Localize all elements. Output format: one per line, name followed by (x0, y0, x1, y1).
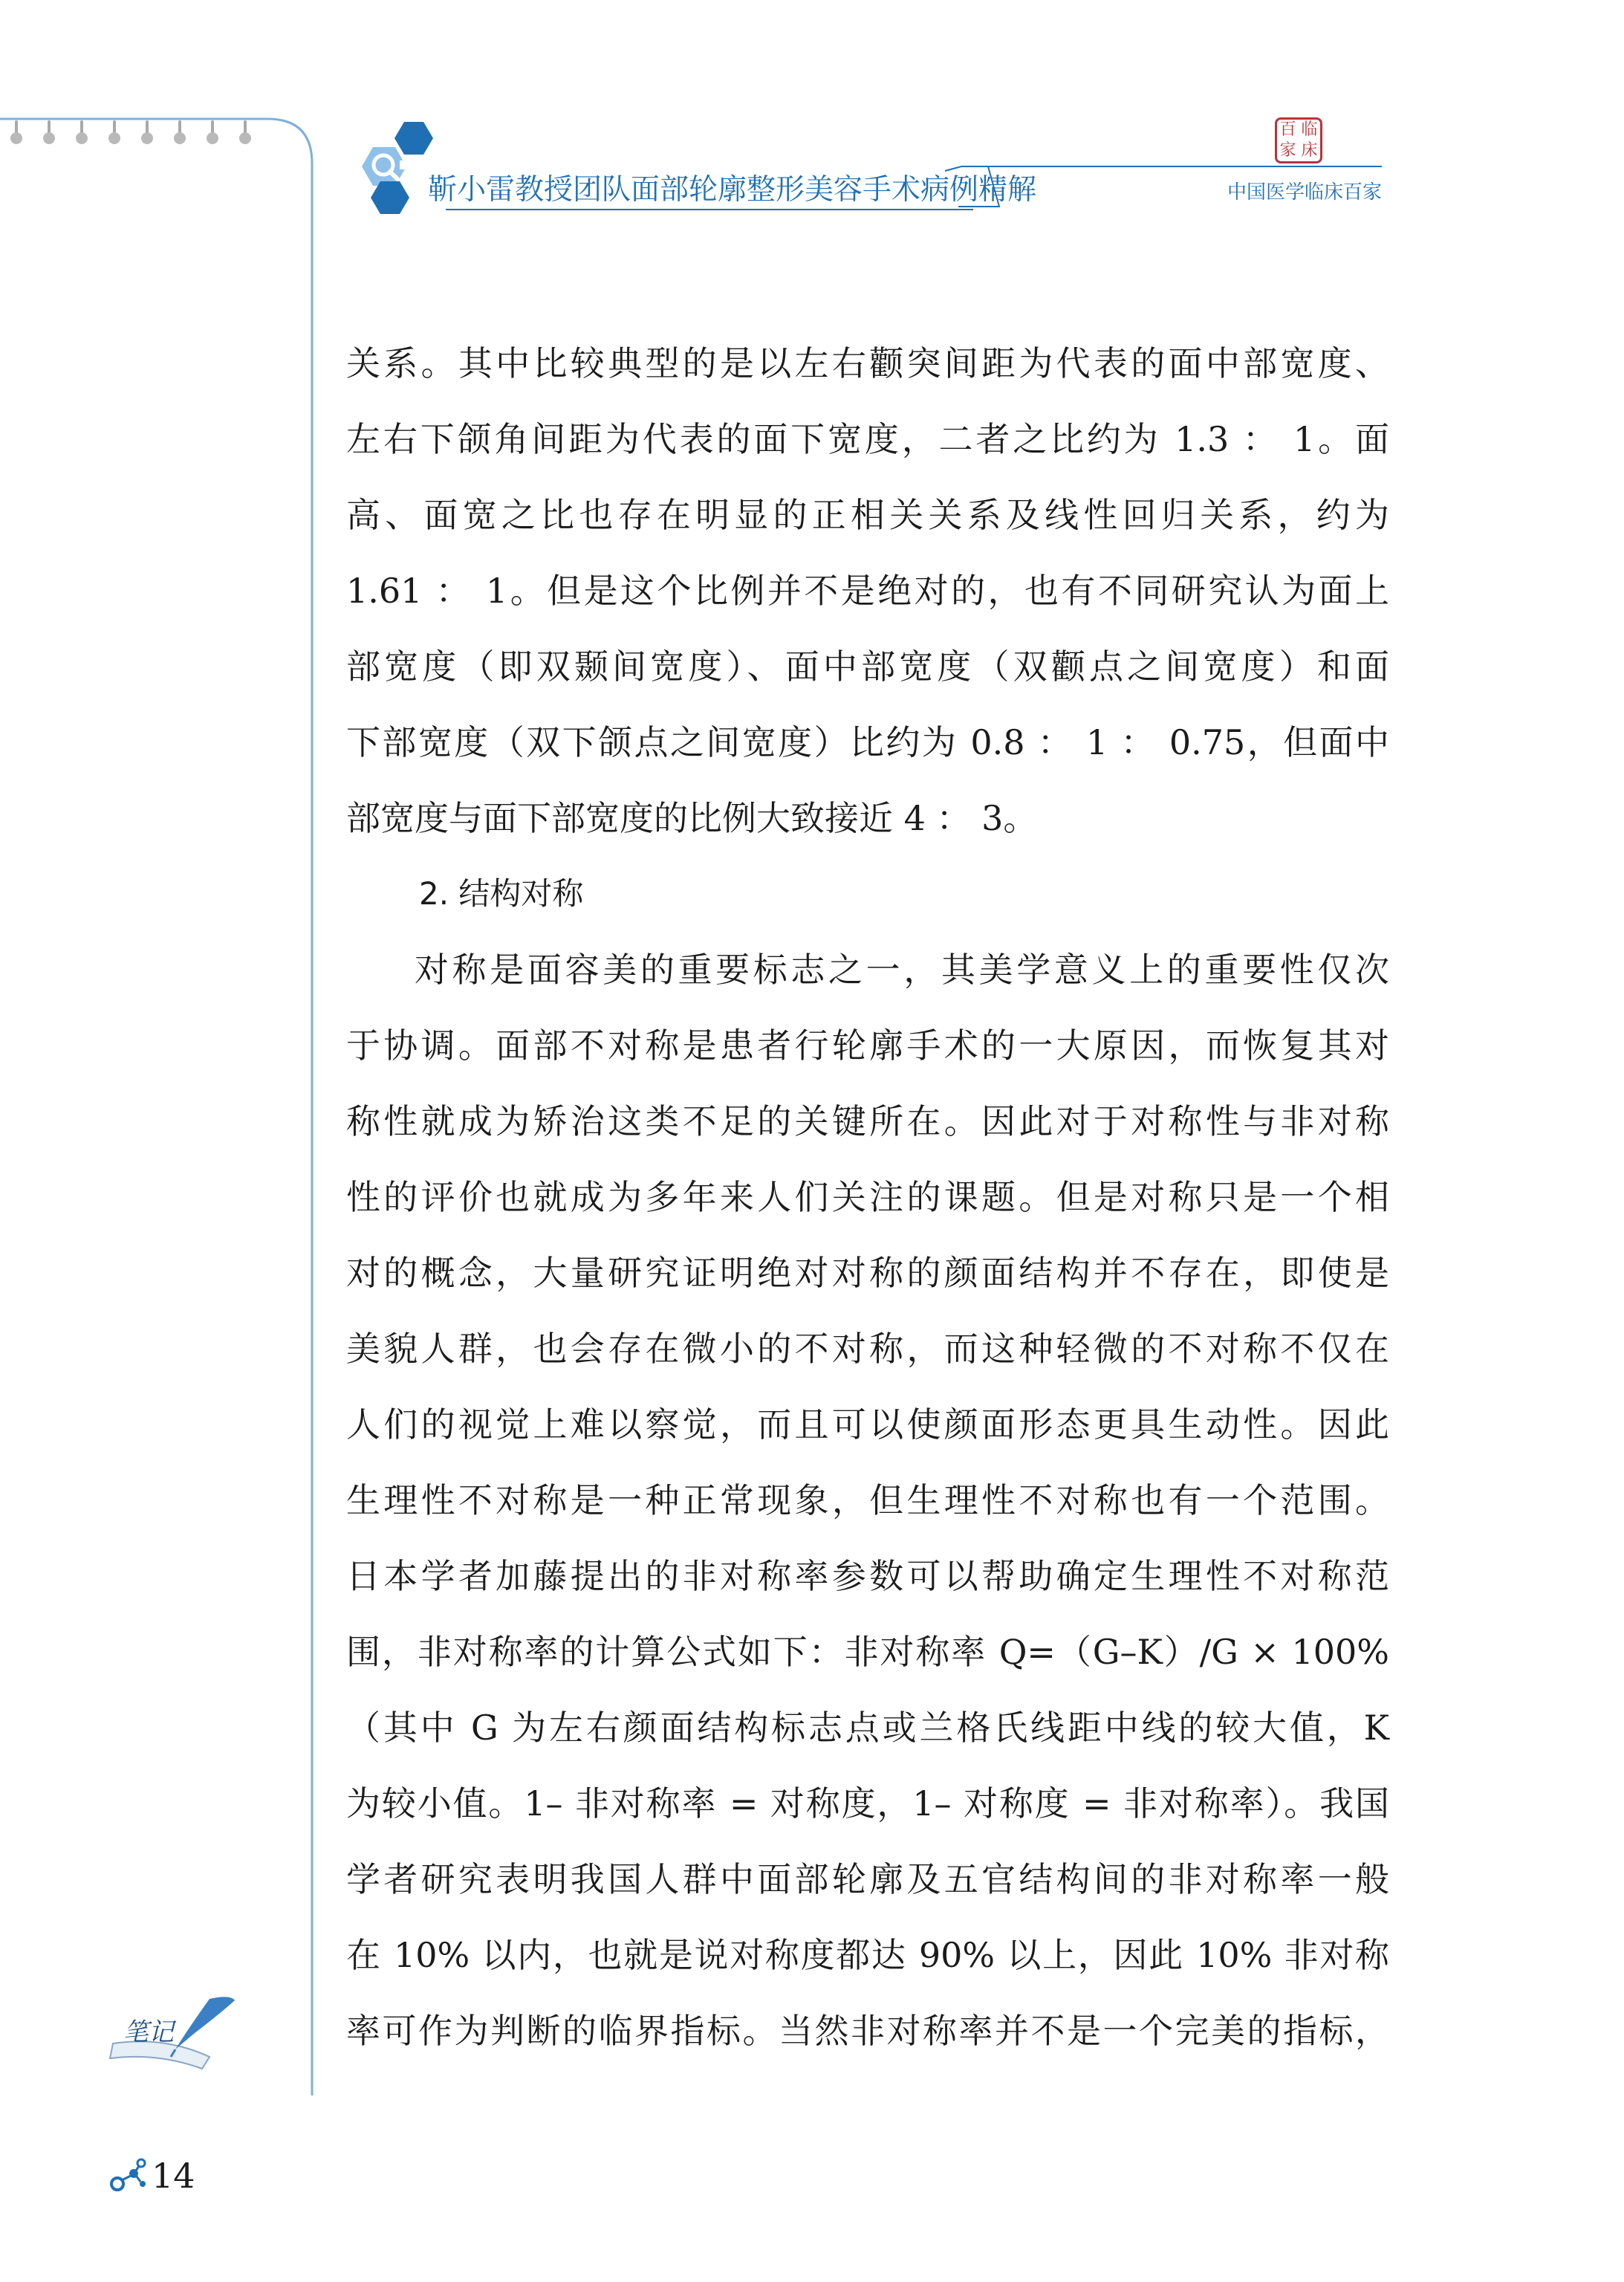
binder-ring (174, 120, 186, 144)
page-footer (108, 2153, 195, 2198)
text-line: 为较小值。1– 非对称率 = 对称度，1– 对称度 = 非对称率）。我国 (346, 1783, 1389, 1824)
text-line: 部宽度（即双颞间宽度）、面中部宽度（双颧点之间宽度）和面 (346, 646, 1389, 687)
text-line: 称性就成为矫治这类不足的关键所在。因此对于对称性与非对称 (346, 1101, 1389, 1141)
binder-ring (43, 120, 55, 144)
text-line: 学者研究表明我国人群中面部轮廓及五官结构间的非对称率一般 (346, 1859, 1389, 1899)
text-line: 生理性不对称是一种正常现象，但生理性不对称也有一个范围。 (346, 1480, 1389, 1520)
book-title: 靳小雷教授团队面部轮廓整形美容手术病例精解 (428, 173, 1037, 207)
binder-ring (76, 120, 88, 144)
text-line: 性的评价也就成为多年来人们关注的课题。但是对称只是一个相 (346, 1177, 1389, 1217)
text-line: 于协调。面部不对称是患者行轮廓手术的一大原因，而恢复其对 (346, 1025, 1389, 1066)
text-line: 对称是面容美的重要标志之一，其美学意义上的重要性仅次 (415, 950, 1389, 990)
page-number: 14 (152, 2156, 195, 2196)
binder-ring (141, 120, 153, 144)
binder-ring (108, 120, 120, 144)
text-line: 关系。其中比较典型的是以左右颧突间距为代表的面中部宽度、 (346, 343, 1389, 383)
notes-label: 笔记 (123, 2017, 174, 2047)
notes-quill-icon (98, 1991, 239, 2081)
text-line: 人们的视觉上难以察觉，而且可以使颜面形态更具生动性。因此 (346, 1404, 1389, 1445)
text-line: 率可作为判断的临界指标。当然非对称率并不是一个完美的指标， (346, 2011, 1389, 2051)
section-heading: 2. 结构对称 (419, 875, 584, 912)
text-line: 左右下颌角间距为代表的面下宽度，二者之比约为 1.3 ： 1。面 (346, 419, 1389, 459)
molecule-icon (108, 2157, 150, 2194)
text-line: 下部宽度（双下颌点之间宽度）比约为 0.8 ： 1 ： 0.75，但面中 (346, 722, 1389, 762)
seal-char: 临 (1301, 120, 1318, 139)
text-line: 围，非对称率的计算公式如下：非对称率 Q=（G–K）/G × 100% (346, 1632, 1389, 1672)
text-line: 部宽度与面下部宽度的比例大致接近 4 ： 3。 (346, 798, 1038, 838)
seal-char: 床 (1301, 141, 1318, 160)
text-line: （其中 G 为左右颜面结构标志点或兰格氏线距中线的较大值，K (346, 1708, 1389, 1748)
series-brand: 中国医学临床百家 (1227, 181, 1383, 204)
paragraph-symmetry (346, 932, 1389, 2069)
binder-ring (207, 120, 218, 144)
seal-char: 家 (1279, 141, 1296, 160)
text-line: 1.61 ： 1。但是这个比例并不是绝对的，也有不同研究认为面上 (346, 571, 1389, 611)
binder-rings (10, 120, 248, 150)
text-line: 日本学者加藤提出的非对称率参数可以帮助确定生理性不对称范 (346, 1556, 1389, 1596)
page-content (346, 325, 1389, 2069)
binder-ring (10, 120, 22, 144)
text-line: 对的概念，大量研究证明绝对对称的颜面结构并不存在，即使是 (346, 1253, 1389, 1293)
text-line: 在 10% 以内，也就是说对称度都达 90% 以上，因此 10% 非对称 (346, 1935, 1389, 1975)
seal-char: 百 (1279, 120, 1296, 139)
binder-ring (239, 120, 251, 144)
paragraph-proportion (346, 325, 1389, 856)
text-line: 美貌人群，也会存在微小的不对称，而这种轻微的不对称不仅在 (346, 1329, 1389, 1369)
text-line: 高、面宽之比也存在明显的正相关关系及线性回归关系，约为 (346, 495, 1389, 535)
publisher-seal (1275, 117, 1322, 163)
